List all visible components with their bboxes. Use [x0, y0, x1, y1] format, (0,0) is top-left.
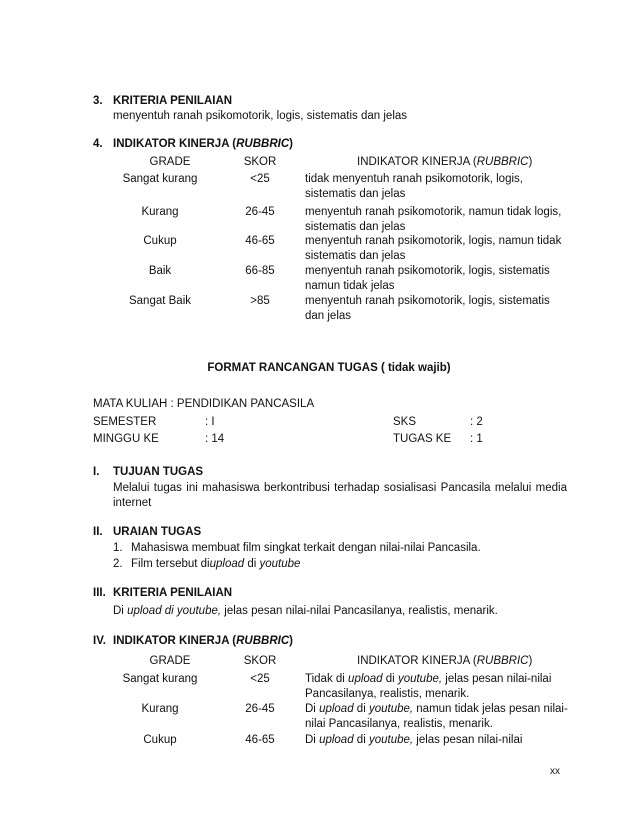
section-i-title: TUJUAN TUGAS: [113, 466, 204, 478]
table2-row1-skor: <25: [250, 673, 270, 685]
uraian-item1-number: 1.: [113, 542, 123, 554]
table2-row1-indikator-line2: Pancasilanya, realistis, menarik.: [305, 688, 470, 700]
section-iii-text: Di upload di youtube, jelas pesan nilai-nilai Pancasilanya, realistis, menarik.: [113, 605, 498, 617]
table1-row2-indikator-line1: menyentuh ranah psikomotorik, namun tidak logis,: [305, 206, 562, 218]
semester-label: SEMESTER: [93, 416, 157, 428]
table2-row3-indikator-line1: Di upload di youtube, jelas pesan nilai-nilai: [305, 734, 523, 746]
table2-row2-grade: Kurang: [141, 703, 179, 715]
table1-row2-grade: Kurang: [141, 206, 179, 218]
table2-row2-indikator-line2: nilai Pancasilanya, realistis, menarik.: [305, 718, 493, 730]
table2-row3-grade: Cukup: [143, 734, 177, 746]
tugas-label: TUGAS KE: [393, 433, 452, 445]
table2-row1-indikator-line1: Tidak di upload di youtube, jelas pesan nilai-nilai: [305, 673, 552, 685]
section-ii-title: URAIAN TUGAS: [113, 526, 202, 538]
table2-row1-grade: Sangat kurang: [122, 673, 198, 685]
table2-row3-skor: 46-65: [245, 734, 275, 746]
minggu-value: : 14: [205, 433, 225, 445]
table1-row5-indikator-line2: dan jelas: [305, 310, 352, 322]
section-iii-title: KRITERIA PENILAIAN: [113, 587, 233, 599]
table1-row3-grade: Cukup: [143, 235, 177, 247]
section-3-title: KRITERIA PENILAIAN: [113, 95, 233, 107]
uraian-item2-number: 2.: [113, 558, 123, 570]
table1-row1-indikator-line2: sistematis dan jelas: [305, 188, 406, 200]
section-iv-number: IV.: [93, 635, 107, 647]
table2-header-skor: SKOR: [243, 655, 277, 667]
section-3-text: menyentuh ranah psikomotorik, logis, sistematis dan jelas: [113, 110, 408, 122]
table1-row4-grade: Baik: [148, 265, 172, 277]
section-iii-number: III.: [93, 587, 106, 599]
section-4-title: INDIKATOR KINERJA (RUBBRIC): [113, 138, 293, 150]
table1-header-indikator: INDIKATOR KINERJA (RUBBRIC): [357, 156, 533, 168]
table1-row3-skor: 46-65: [245, 235, 275, 247]
table2-header-grade: GRADE: [149, 655, 191, 667]
tugas-value: : 1: [470, 433, 483, 445]
table1-row5-skor: >85: [250, 295, 270, 307]
uraian-item1: Mahasiswa membuat film singkat terkait dengan nilai-nilai Pancasila.: [131, 542, 481, 554]
table1-row3-indikator-line1: menyentuh ranah psikomotorik, logis, namun tidak: [305, 235, 562, 247]
section-4-number: 4.: [93, 138, 103, 150]
table1-row1-skor: <25: [250, 173, 270, 185]
minggu-label: MINGGU KE: [93, 433, 159, 445]
table1-row1-indikator-line1: tidak menyentuh ranah psikomotorik, logis,: [305, 173, 523, 185]
table1-row2-indikator-line2: sistematis dan jelas: [305, 221, 406, 233]
table1-row4-indikator-line2: namun tidak jelas: [305, 280, 395, 292]
section-3-number: 3.: [93, 95, 103, 107]
table1-row5-indikator-line1: menyentuh ranah psikomotorik, logis, sistematis: [305, 295, 550, 307]
table1-row1-grade: Sangat kurang: [122, 173, 198, 185]
table1-row5-grade: Sangat Baik: [128, 295, 191, 307]
table2-header-indikator: INDIKATOR KINERJA (RUBBRIC): [357, 655, 533, 667]
table2-row2-skor: 26-45: [245, 703, 275, 715]
mata-kuliah: MATA KULIAH : PENDIDIKAN PANCASILA: [93, 398, 315, 410]
table1-row4-skor: 66-85: [245, 265, 275, 277]
uraian-item2: Film tersebut diupload di youtube: [131, 558, 301, 570]
table1-row4-indikator-line1: menyentuh ranah psikomotorik, logis, sistematis: [305, 265, 550, 277]
page-number: xx: [550, 766, 560, 777]
section-i-text: Melalui tugas ini mahasiswa berkontribusi terhadap sosialisasi Pancasila melalui media internet: [113, 482, 567, 509]
table1-row3-indikator-line2: sistematis dan jelas: [305, 250, 406, 262]
format-title: FORMAT RANCANGAN TUGAS ( tidak wajib): [207, 362, 451, 374]
sks-label: SKS: [393, 416, 417, 428]
sks-value: : 2: [470, 416, 483, 428]
semester-value: : I: [205, 416, 215, 428]
table1-row2-skor: 26-45: [245, 206, 275, 218]
table1-header-grade: GRADE: [149, 156, 191, 168]
table2-row2-indikator-line1: Di upload di youtube, namun tidak jelas pesan nilai-: [305, 703, 568, 715]
section-ii-number: II.: [93, 526, 103, 538]
section-i-number: I.: [93, 466, 100, 478]
table1-header-skor: SKOR: [243, 156, 277, 168]
section-iv-title: INDIKATOR KINERJA (RUBBRIC): [113, 635, 293, 647]
